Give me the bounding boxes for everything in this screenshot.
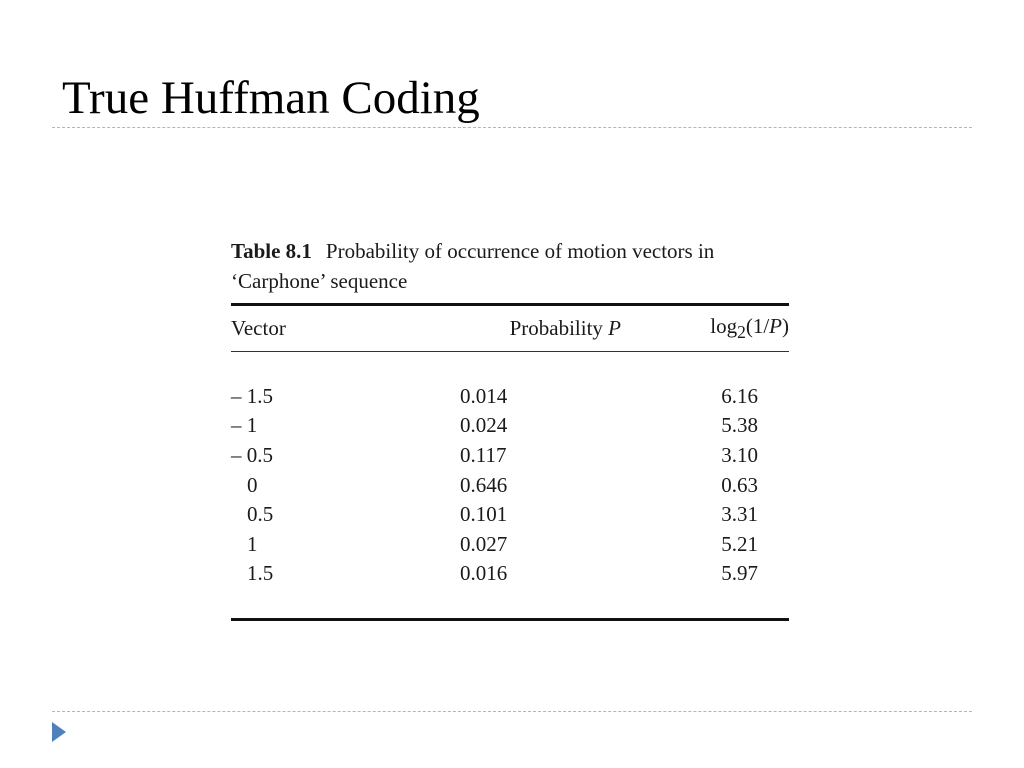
header-log-symbol: P: [769, 313, 782, 338]
table-spacer: [231, 352, 789, 382]
triangle-right-icon[interactable]: [52, 722, 66, 742]
cell-vector-value: 1.5: [247, 561, 274, 586]
cell-probability: 0.117: [460, 443, 507, 468]
table-row: [231, 382, 789, 412]
cell-log: 6.16: [721, 383, 758, 408]
cell-vector: [231, 411, 421, 441]
cell-probability: 0.646: [460, 472, 508, 497]
header-probability: [421, 306, 621, 351]
table-bottom-rule: [231, 618, 789, 621]
cell-vector-value: 1: [247, 531, 258, 556]
header-log-open: (1/: [745, 313, 770, 338]
cell-log: 3.10: [721, 443, 758, 468]
cell-log: 5.21: [721, 531, 758, 556]
cell-probability: 0.024: [460, 413, 508, 438]
cell-vector-value: – 1.5: [231, 383, 273, 408]
cell-vector: [231, 500, 421, 530]
table-caption-text: Probability of occurrence of motion vectors in ‘Carphone’ sequence: [231, 239, 715, 293]
cell-probability: 0.016: [460, 561, 508, 586]
cell-vector-value: 0: [247, 472, 258, 497]
table-spacer-cell: [231, 589, 789, 619]
cell-vector: [231, 441, 421, 471]
cell-probability: 0.027: [460, 531, 508, 556]
title-divider: [52, 127, 972, 128]
cell-vector-value: – 0.5: [231, 443, 273, 468]
cell-vector: [231, 382, 421, 412]
table-caption-label: Table 8.1: [231, 239, 312, 263]
cell-vector: [231, 559, 421, 589]
table-spacer-cell: [231, 352, 789, 382]
cell-log: 5.97: [721, 561, 758, 586]
table-row: [231, 441, 789, 471]
header-probability-label: Probability: [509, 316, 603, 340]
table-row: [231, 411, 789, 441]
table-spacer: [231, 589, 789, 619]
cell-vector: [231, 470, 421, 500]
header-vector: Vector: [231, 316, 286, 340]
cell-vector-value: 0.5: [247, 502, 274, 527]
table-row: [231, 559, 789, 589]
table-row: [231, 530, 789, 560]
table-figure: [231, 236, 789, 621]
header-log-subscript: 2: [737, 322, 746, 343]
header-log-close: ): [782, 313, 789, 338]
data-table-body: [231, 352, 789, 618]
cell-log: 3.31: [721, 502, 758, 527]
data-table: [231, 306, 789, 351]
header-log: [621, 306, 789, 351]
table-row: [231, 500, 789, 530]
slide-title: True Huffman Coding: [62, 72, 480, 124]
footer-divider: [52, 711, 972, 712]
cell-probability: 0.014: [460, 383, 508, 408]
cell-probability: 0.101: [460, 502, 508, 527]
table-caption: [231, 236, 789, 296]
header-log-prefix: log: [710, 313, 738, 338]
table-header-row: [231, 306, 789, 351]
header-probability-symbol: P: [608, 316, 621, 340]
table-row: [231, 470, 789, 500]
cell-log: 5.38: [721, 413, 758, 438]
cell-vector: [231, 530, 421, 560]
cell-log: 0.63: [721, 472, 758, 497]
cell-vector-value: – 1: [231, 413, 258, 438]
